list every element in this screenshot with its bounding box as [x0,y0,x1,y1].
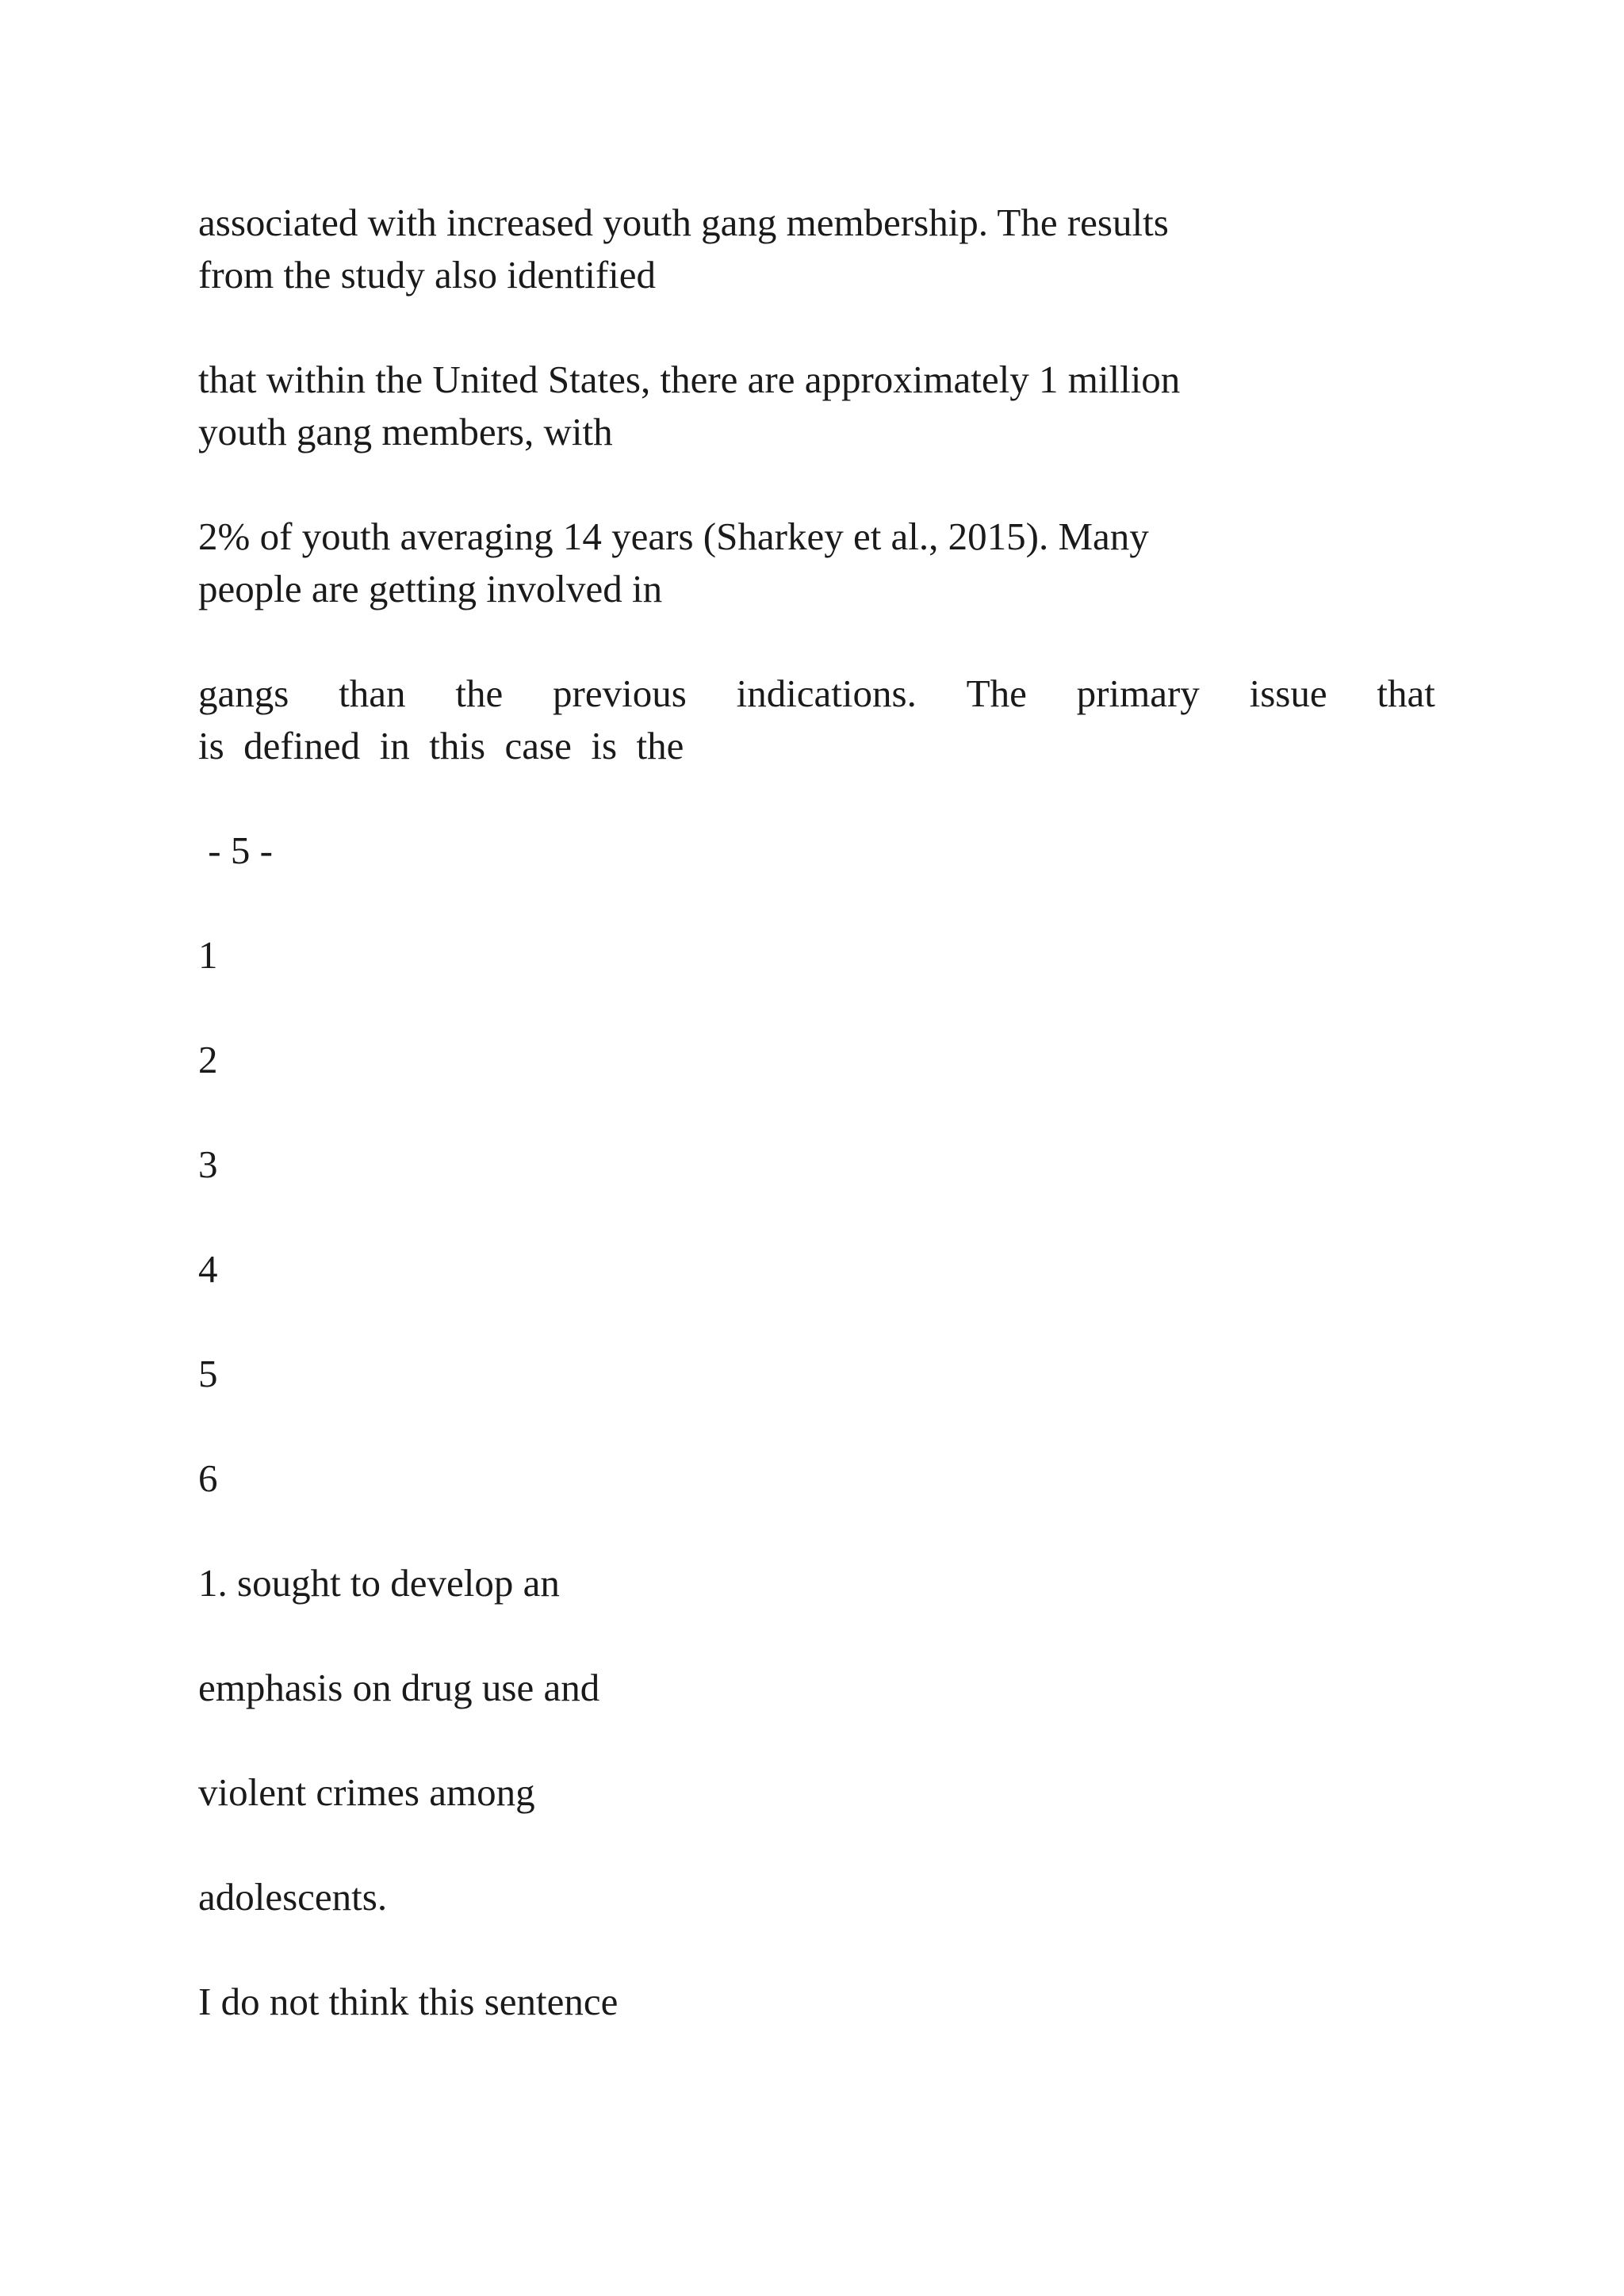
line-number: 1 [198,933,218,977]
justified-text-line [198,668,1435,720]
text-line: that within the United States, there are approximately 1 million [198,358,1181,401]
paragraph-1 [198,197,1169,301]
line-number: 5 [198,1352,218,1395]
word: primary [1076,672,1200,715]
comment-line: 1. sought to develop an [198,1561,560,1605]
text-line: people are getting involved in [198,567,663,610]
text-line: from the study also identified [198,253,656,297]
paragraph-4 [198,668,1435,772]
line-number: 6 [198,1456,218,1500]
text-line: 2% of youth averaging 14 years (Sharkey et al., 2015). Many [198,515,1149,558]
comment-line: emphasis on drug use and [198,1666,600,1709]
word: than [339,672,406,715]
text-line: is defined in this case is the [198,724,684,767]
word: indications. [736,672,917,715]
word: The [966,672,1027,715]
word: the [455,672,504,715]
paragraph-3 [198,511,1149,615]
comment-line: violent crimes among [198,1770,535,1814]
word: issue [1249,672,1327,715]
line-number: 3 [198,1142,218,1186]
text-line: associated with increased youth gang membership. The results [198,201,1169,244]
page-number: - 5 - [198,828,273,872]
line-number: 4 [198,1247,218,1291]
word: that [1377,672,1435,715]
paragraph-2 [198,354,1180,458]
comment-line: I do not think this sentence [198,1980,619,2023]
text-line: youth gang members, with [198,410,613,453]
comment-line: adolescents. [198,1875,388,1919]
word: gangs [198,672,289,715]
line-number: 2 [198,1038,218,1081]
word: previous [553,672,687,715]
